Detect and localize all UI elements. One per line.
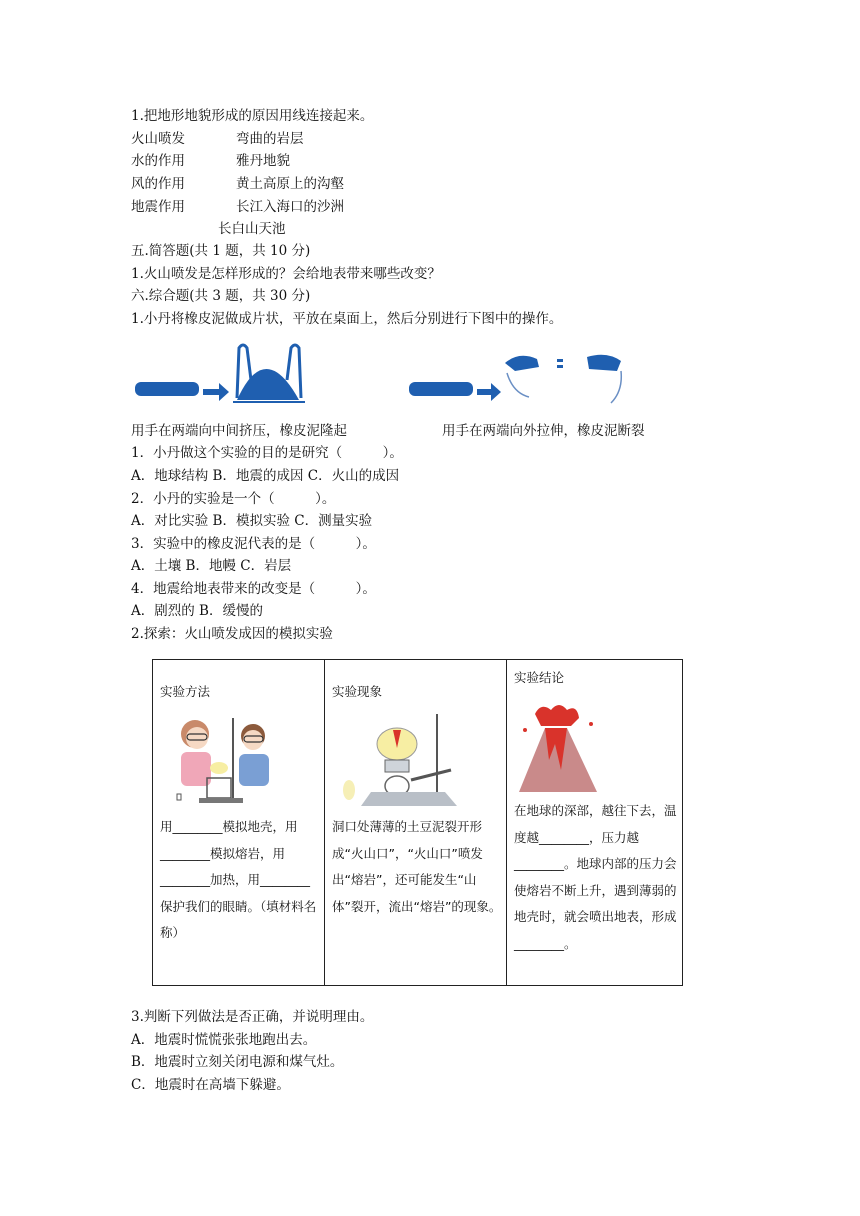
tin-lid — [385, 760, 409, 772]
stand-clamp — [411, 770, 451, 780]
section5-heading: 五.简答题(共 1 题，共 10 分) — [131, 243, 311, 259]
stand-base — [199, 798, 243, 803]
phenomenon-text: 洞口处薄薄的土豆泥裂开形成“火山口”，“火山口”喷发出“熔岩”，还可能发生“山体”裂开，流出“熔岩”的现象。 — [332, 819, 502, 914]
conclusion-cell — [507, 660, 683, 986]
student-face — [243, 730, 263, 750]
cause-wind: 风的作用 — [131, 176, 185, 192]
lighter-icon — [177, 794, 181, 800]
student-body — [239, 754, 269, 786]
stand-base — [361, 792, 457, 806]
clay-fragment — [557, 365, 563, 368]
match-title: 1.把地形地貌形成的原因用线连接起来。 — [131, 108, 374, 124]
q3-option-b: B．地震时立刻关闭电源和煤气灶。 — [131, 1054, 344, 1070]
q3-stem: 3.判断下列做法是否正确，并说明理由。 — [131, 1009, 374, 1025]
lava-plume-icon — [535, 705, 579, 726]
clay-fragment — [557, 359, 563, 362]
lava-spark — [589, 722, 593, 726]
clay-compress-figure — [133, 340, 323, 408]
volcano-eruption-illustration — [515, 700, 601, 794]
lava-spark — [523, 728, 527, 732]
candle-icon — [343, 780, 355, 800]
q3-option-a: A．地震时慌慌张张地跑出去。 — [131, 1032, 317, 1048]
students-experiment-illustration — [173, 712, 273, 808]
arrow-icon — [477, 383, 501, 401]
landform-loess-gully: 黄土高原上的沟壑 — [236, 176, 344, 192]
section5-question: 1.火山喷发是怎样形成的？会给地表带来哪些改变？ — [131, 266, 441, 282]
method-heading: 实验方法 — [160, 684, 211, 699]
volcano-model-illustration — [341, 710, 461, 810]
landform-sandbar: 长江入海口的沙洲 — [236, 199, 344, 215]
left-hand-icon — [505, 356, 539, 371]
caption-stretch: 用手在两端向外拉伸，橡皮泥断裂 — [442, 423, 645, 439]
q1-sub4: 4．地震给地表带来的改变是（ ）。 — [131, 581, 376, 597]
clay-slab — [135, 382, 199, 396]
cause-water: 水的作用 — [131, 153, 185, 169]
method-cell — [153, 660, 325, 986]
q3-option-c: C．地震时在高墙下躲避。 — [131, 1077, 290, 1093]
method-text: 用________模拟地壳，用________模拟熔岩，用________加热，用________保护我们的眼睛。（填材料名称） — [160, 819, 317, 940]
clay-slab — [409, 382, 473, 396]
landform-folded-rock: 弯曲的岩层 — [236, 131, 304, 147]
cause-earthquake: 地震作用 — [131, 199, 185, 215]
q1-sub3: 3．实验中的橡皮泥代表的是（ ）。 — [131, 536, 376, 552]
q1-sub1: 1．小丹做这个实验的目的是研究（ ）。 — [131, 445, 403, 461]
q1-stem: 1.小丹将橡皮泥做成片状，平放在桌面上，然后分别进行下图中的操作。 — [131, 311, 563, 327]
phenomenon-heading: 实验现象 — [332, 684, 383, 699]
left-arm — [507, 373, 529, 397]
q1-sub2: 2．小丹的实验是一个（ ）。 — [131, 491, 336, 507]
q1-sub3-options: A．土壤 B．地幔 C．岩层 — [131, 558, 292, 574]
section6-heading: 六.综合题(共 3 题，共 30 分) — [131, 288, 311, 304]
conclusion-heading: 实验结论 — [514, 670, 565, 685]
student-face — [186, 727, 208, 749]
right-hand-icon — [587, 355, 621, 371]
cause-volcano: 火山喷发 — [131, 131, 185, 147]
landform-yardang: 雅丹地貌 — [236, 153, 290, 169]
q1-sub2-options: A．对比实验 B．模拟实验 C．测量实验 — [131, 513, 373, 529]
q1-sub1-options: A．地球结构 B．地震的成因 C．火山的成因 — [131, 468, 400, 484]
potato-mound — [210, 762, 228, 774]
landform-tianchi: 长白山天池 — [218, 221, 286, 237]
phenomenon-cell — [325, 660, 507, 986]
q2-title: 2.探索：火山喷发成因的模拟实验 — [131, 626, 333, 642]
clay-stretch-figure — [407, 345, 632, 411]
q1-sub4-options: A．剧烈的 B．缓慢的 — [131, 603, 263, 619]
conclusion-text: 在地球的深部，越往下去，温度越________，压力越________。地球内部的压力会使熔岩不断上升，遇到薄弱的地壳时，就会喷出地表，形成________。 — [514, 803, 677, 951]
caption-compress: 用手在两端向中间挤压，橡皮泥隆起 — [131, 423, 347, 439]
arrow-icon — [203, 383, 229, 401]
right-arm — [611, 371, 621, 403]
experiment-table — [152, 659, 683, 986]
clay-uplift — [237, 369, 299, 400]
